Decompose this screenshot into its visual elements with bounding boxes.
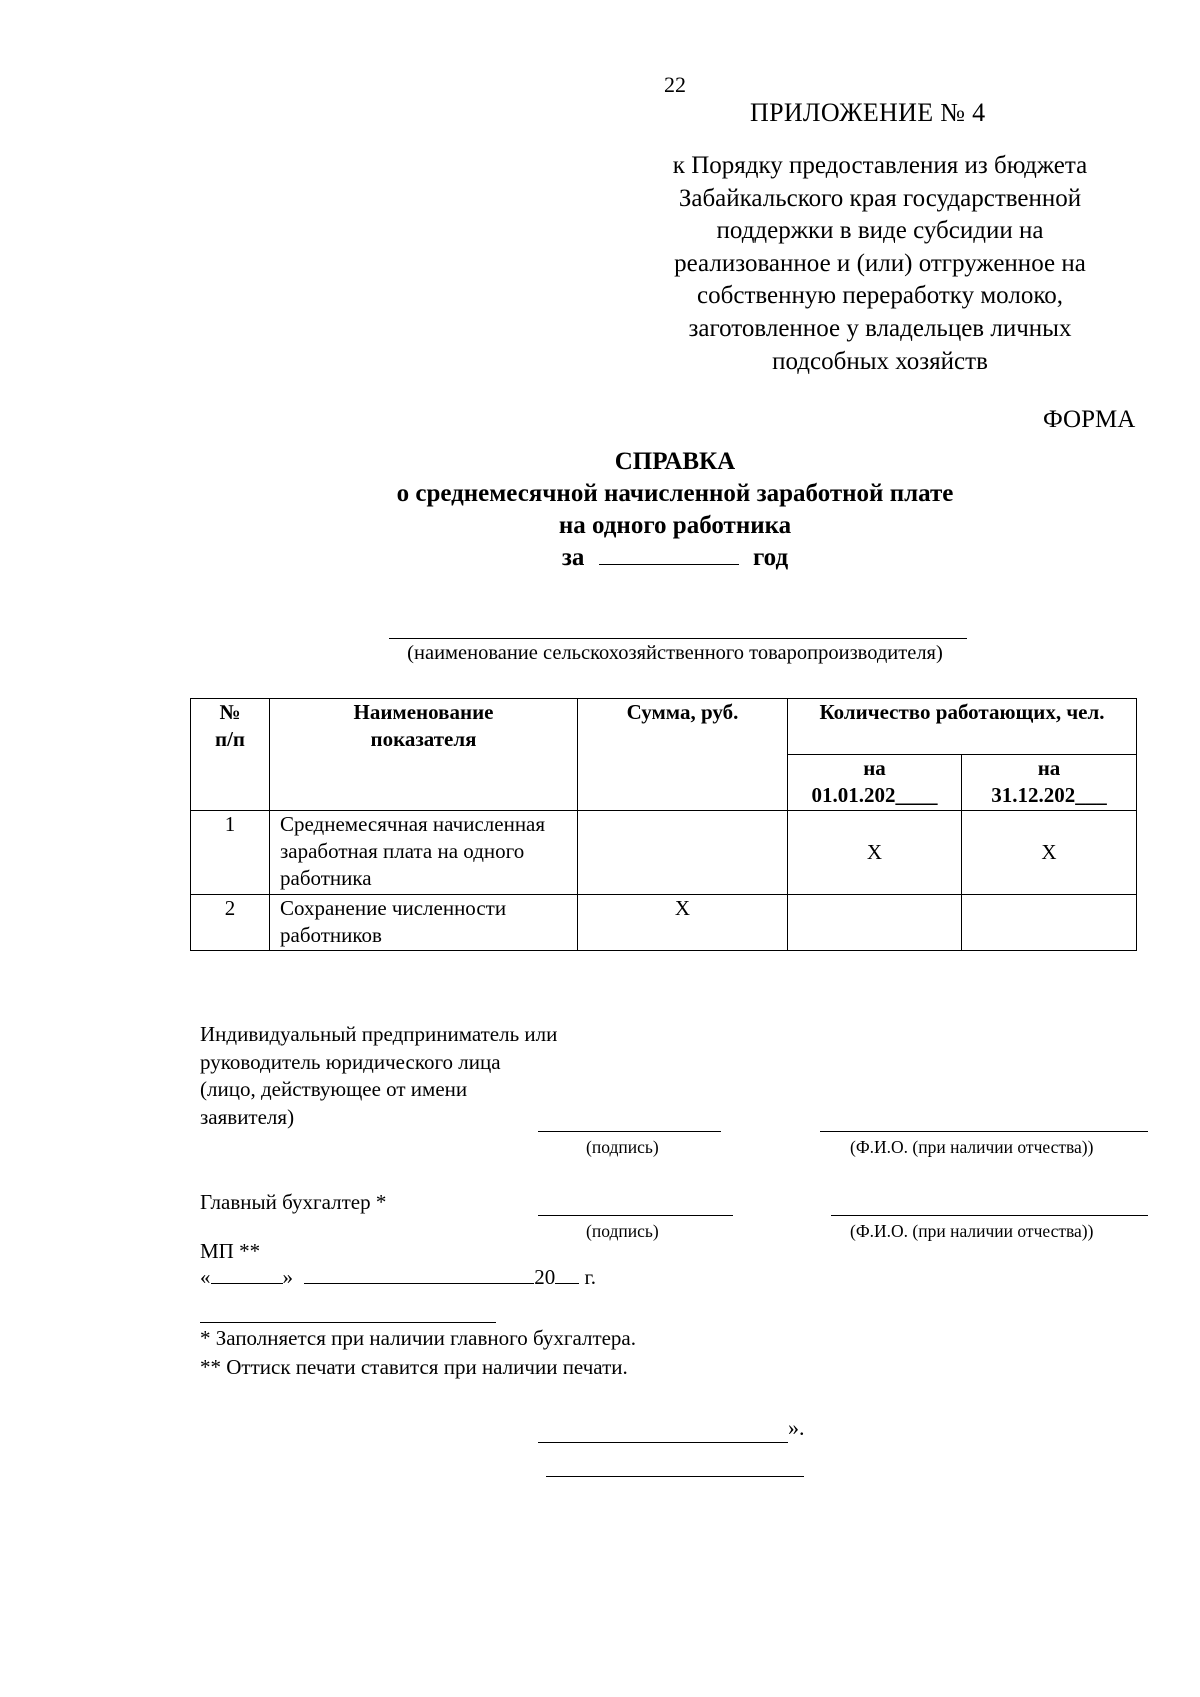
appendix-subtitle xyxy=(630,150,1130,378)
row-date2: Х xyxy=(962,811,1137,895)
stamp-label: МП ** xyxy=(200,1239,261,1263)
date-line xyxy=(200,1265,596,1290)
row-sum: Х xyxy=(578,895,788,951)
header-date1 xyxy=(788,755,962,811)
title-line: СПРАВКА xyxy=(614,448,736,475)
day-blank xyxy=(211,1265,283,1284)
salary-table xyxy=(190,698,1137,951)
signatory-line: Индивидуальный предприниматель или xyxy=(200,1022,558,1046)
title-line: о среднемесячной начисленной заработной плате xyxy=(396,480,954,507)
page-number: 22 xyxy=(664,72,686,97)
closing-quote: ». xyxy=(788,1415,805,1440)
appendix-line: подсобных хозяйств xyxy=(772,347,988,375)
header-num-line1: № xyxy=(219,700,241,724)
row-sum xyxy=(578,811,788,895)
name-caption: (Ф.И.О. (при наличии отчества)) xyxy=(850,1137,1094,1157)
title-line: на одного работника xyxy=(558,512,792,539)
header-date2-line1: на xyxy=(1037,756,1061,780)
appendix-line: поддержки в виде субсидии на xyxy=(716,217,1044,245)
signatory-line: руководитель юридического лица xyxy=(200,1049,501,1074)
header-date1-line2: 01.01.202____ xyxy=(811,783,938,807)
closing-line xyxy=(538,1442,788,1443)
closing-line-2 xyxy=(546,1476,804,1477)
appendix-line: Забайкальского края государственной xyxy=(678,184,1082,212)
title-year-suffix: год xyxy=(752,544,789,571)
row-num: 2 xyxy=(191,895,270,951)
signature-caption: (подпись) xyxy=(586,1137,659,1157)
chief-signature-line xyxy=(538,1215,733,1216)
row-date1: Х xyxy=(788,811,962,895)
appendix-line: заготовленное у владельцев личных xyxy=(688,314,1072,342)
header-date1-line1: на xyxy=(863,756,886,780)
date-close-quote: » xyxy=(282,1265,293,1289)
name-line xyxy=(820,1131,1148,1132)
table-row xyxy=(191,811,1137,895)
year-prefix: 20 xyxy=(534,1265,556,1289)
title-year-line xyxy=(300,542,1050,574)
signatory-label xyxy=(200,1021,557,1131)
year-suffix: г. xyxy=(584,1265,596,1289)
signatory-line: заявителя) xyxy=(200,1104,295,1129)
chief-name-line xyxy=(831,1215,1148,1216)
header-name: Наименование показателя xyxy=(270,699,578,811)
appendix-line: собственную переработку молоко, xyxy=(697,282,1063,310)
appendix-title: ПРИЛОЖЕНИЕ № 4 xyxy=(750,98,986,127)
form-label: ФОРМА xyxy=(1043,406,1136,433)
header-num-line2: п/п xyxy=(214,727,246,751)
appendix-line: к Порядку предоставления из бюджета xyxy=(672,152,1088,179)
year-blank-short xyxy=(555,1265,579,1284)
footnote: ** Оттиск печати ставится при наличии печати. xyxy=(200,1355,628,1379)
header-count: Количество работающих, чел. xyxy=(788,699,1137,755)
year-blank xyxy=(599,544,739,565)
org-caption: (наименование сельскохозяйственного товаропроизводителя) xyxy=(407,642,943,664)
chief-signature-caption: (подпись) xyxy=(586,1221,659,1241)
row-date2 xyxy=(962,895,1137,951)
appendix-line: реализованное и (или) отгруженное на xyxy=(674,249,1086,277)
date-open-quote: « xyxy=(200,1265,211,1289)
row-name: Среднемесячная начисленная заработная плата на одного работника xyxy=(270,811,578,895)
footnote: * Заполняется при наличии главного бухгалтера. xyxy=(200,1326,637,1350)
document-title xyxy=(300,446,1050,574)
chief-accountant-label: Главный бухгалтер * xyxy=(200,1190,387,1214)
header-num xyxy=(191,699,270,811)
chief-name-caption: (Ф.И.О. (при наличии отчества)) xyxy=(850,1221,1094,1241)
title-year-prefix: за xyxy=(561,544,585,571)
row-name: Сохранение численности работников xyxy=(270,895,578,951)
signatory-line: (лицо, действующее от имени xyxy=(200,1077,468,1101)
header-date2 xyxy=(962,755,1137,811)
month-blank xyxy=(304,1265,534,1284)
header-sum: Сумма, руб. xyxy=(578,699,788,811)
org-name-line xyxy=(389,638,967,639)
header-date2-line2: 31.12.202___ xyxy=(991,783,1107,807)
signature-line xyxy=(538,1131,721,1132)
row-num: 1 xyxy=(191,811,270,895)
row-date1 xyxy=(788,895,962,951)
footnote-separator xyxy=(200,1322,496,1323)
table-row xyxy=(191,895,1137,951)
